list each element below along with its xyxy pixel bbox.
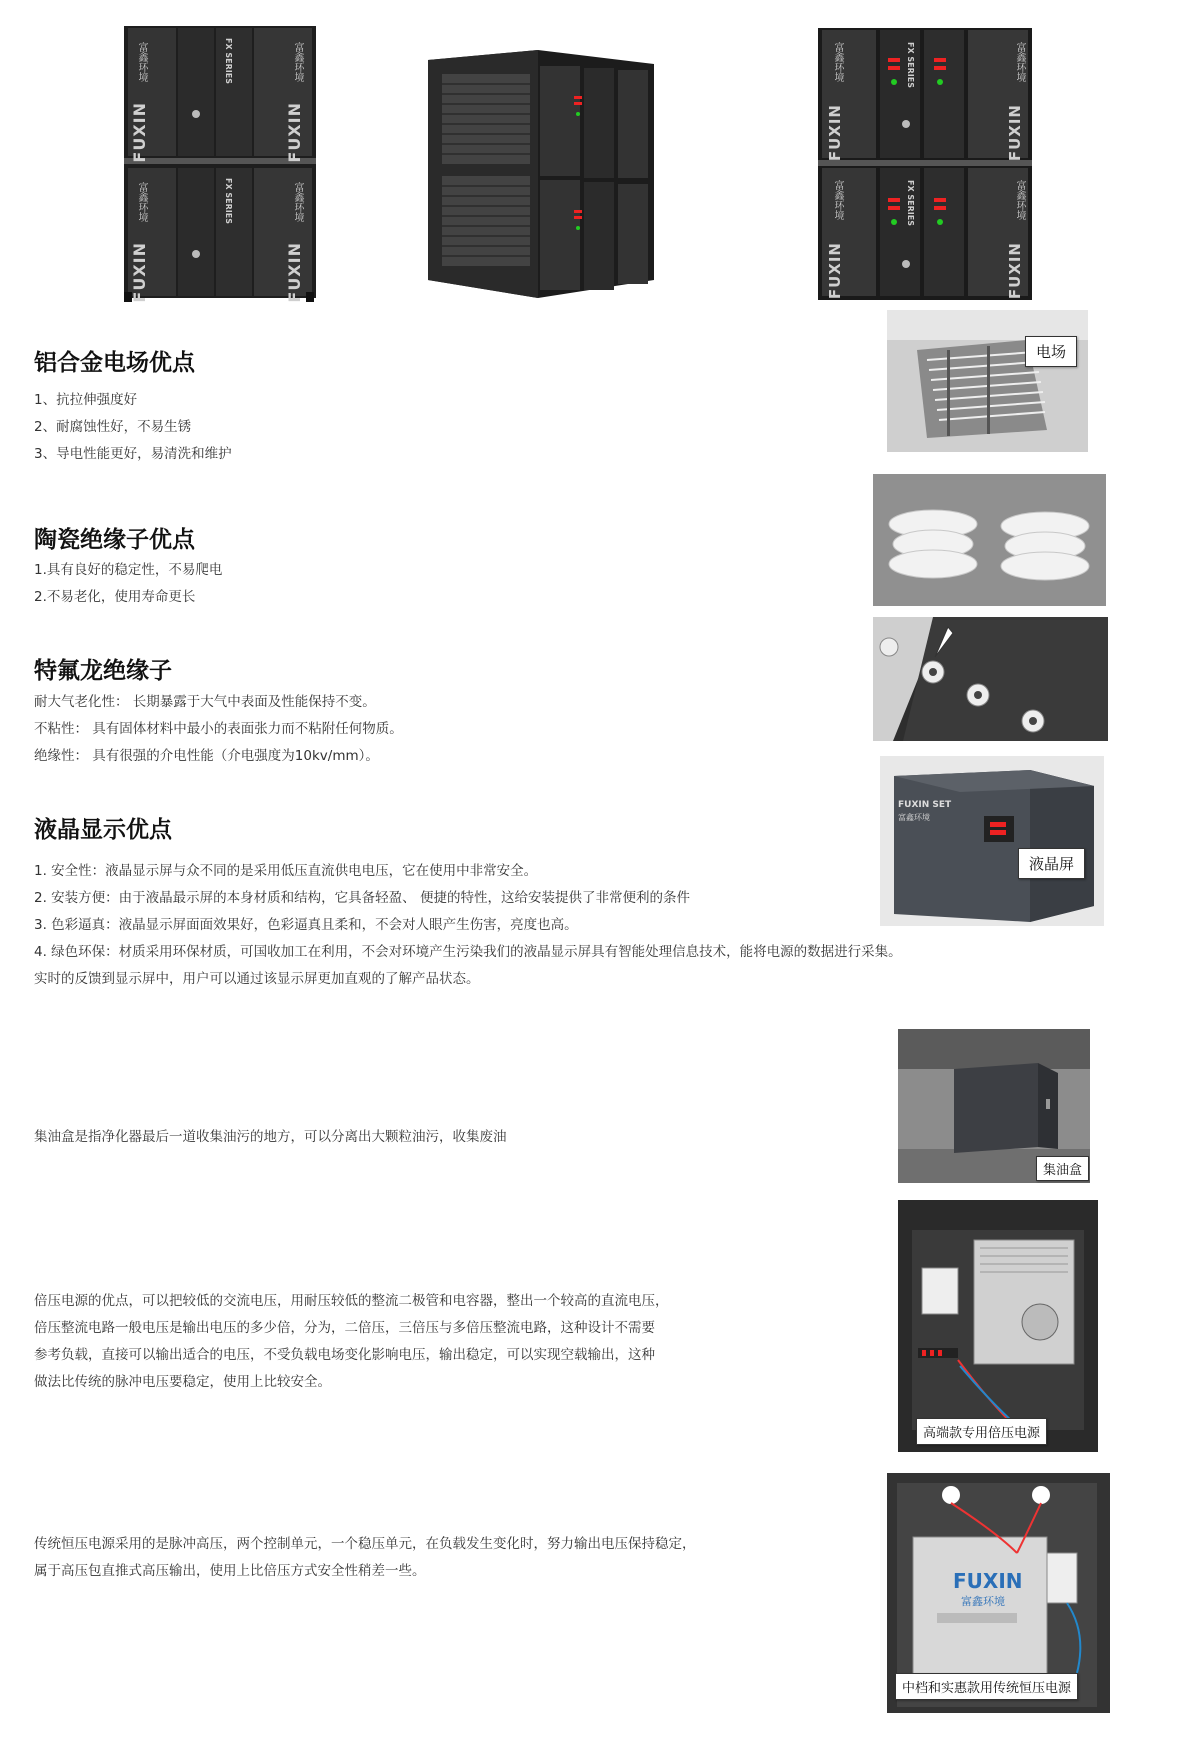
paragraph-line: 参考负载，直接可以输出适合的电压，不受负载电场变化影响电压，输出稳定，可以实现空载输出，这种	[34, 1347, 655, 1363]
list-item: 实时的反馈到显示屏中，用户可以通过该显示屏更加直观的了解产品状态。	[34, 971, 480, 987]
device-cn-text: 富鑫环境	[898, 813, 930, 822]
brand-logo-text: FUXIN	[826, 104, 844, 162]
list-item: 2.不易老化，使用寿命更长	[34, 589, 196, 605]
oilbox-photo	[898, 1029, 1090, 1183]
product-photo-front	[120, 22, 320, 304]
brand-logo-text: FUXIN	[285, 242, 304, 303]
brand-logo-text: FUXIN	[1006, 242, 1024, 300]
psu-cn-text: 富鑫环境	[961, 1595, 1005, 1608]
list-item: 3. 色彩逼真：液晶显示屏面面效果好，色彩逼真且柔和，不会对人眼产生伤害，亮度也高。	[34, 917, 578, 933]
ceramic-insulator-photo	[873, 474, 1106, 606]
product-photo-front-lit	[818, 28, 1032, 300]
device-logo-text: FUXIN SET	[898, 800, 952, 810]
callout-electric-field: 电场	[1025, 336, 1077, 367]
brand-cn-text: 富鑫环境	[1014, 42, 1025, 82]
teflon-list	[34, 689, 403, 770]
brand-cn-text: 富鑫环境	[136, 42, 147, 82]
electric-field-photo	[887, 310, 1088, 452]
callout-oilbox: 集油盒	[1036, 1156, 1089, 1181]
brand-logo-text: FUXIN	[285, 102, 304, 163]
list-item: 不粘性： 具有固体材料中最小的表面张力而不粘附任何物质。	[34, 721, 403, 737]
doubler-psu-photo	[898, 1200, 1098, 1452]
series-label: FX SERIES	[906, 180, 915, 227]
list-item: 2、耐腐蚀性好，不易生锈	[34, 419, 192, 435]
traditional-text	[34, 1531, 696, 1585]
section-title-teflon: 特氟龙绝缘子	[34, 658, 172, 684]
paragraph-line: 属于高压包直推式高压输出，使用上比倍压方式安全性稍差一些。	[34, 1563, 426, 1579]
paragraph-line: 倍压整流电路一般电压是输出电压的多少倍，分为，二倍压，三倍压与多倍压整流电路，这种设计不需要	[34, 1320, 655, 1336]
brand-logo-text: FUXIN	[826, 242, 844, 300]
lcd-device-photo	[880, 756, 1104, 926]
series-label: FX SERIES	[906, 42, 915, 89]
paragraph-line: 做法比传统的脉冲电压要稳定，使用上比较安全。	[34, 1374, 331, 1390]
brand-cn-text: 富鑫环境	[1014, 180, 1025, 220]
section-title-lcd: 液晶显示优点	[34, 817, 172, 843]
list-item: 3、导电性能更好，易清洗和维护	[34, 446, 232, 462]
list-item: 4. 绿色环保：材质采用环保材质，可国收加工在利用，不会对环境产生污染我们的液晶显示屏具有智能处理信息技术，能将电源的数据进行采集。	[34, 944, 902, 960]
paragraph-line: 倍压电源的优点，可以把较低的交流电压，用耐压较低的整流二极管和电容器，整出一个较高的直流电压，	[34, 1293, 669, 1309]
psu-logo-text: FUXIN	[953, 1569, 1023, 1593]
list-item: 1. 安全性：液晶显示屏与众不同的是采用低压直流供电电压，它在使用中非常安全。	[34, 863, 538, 879]
brand-logo-text: FUXIN	[130, 242, 149, 303]
series-label: FX SERIES	[224, 178, 233, 225]
section-title-ceramic: 陶瓷绝缘子优点	[34, 527, 195, 553]
brand-logo-text: FUXIN	[130, 102, 149, 163]
doubler-text	[34, 1288, 669, 1396]
aluminum-list	[34, 387, 232, 468]
list-item: 1.具有良好的稳定性，不易爬电	[34, 562, 223, 578]
product-photo-angle	[428, 50, 654, 300]
oilbox-text: 集油盒是指净化器最后一道收集油污的地方，可以分离出大颗粒油污，收集废油	[34, 1129, 507, 1145]
teflon-insulator-photo	[873, 617, 1108, 741]
brand-cn-text: 富鑫环境	[832, 42, 843, 82]
callout-lcd: 液晶屏	[1018, 848, 1085, 879]
brand-logo-text: FUXIN	[1006, 104, 1024, 162]
paragraph-line: 传统恒压电源采用的是脉冲高压，两个控制单元，一个稳压单元，在负载发生变化时，努力输出电压保持稳定，	[34, 1536, 696, 1552]
series-label: FX SERIES	[224, 38, 233, 85]
lcd-list	[34, 858, 902, 993]
brand-cn-text: 富鑫环境	[136, 182, 147, 222]
brand-cn-text: 富鑫环境	[292, 42, 303, 82]
traditional-psu-photo	[887, 1473, 1110, 1713]
section-title-aluminum: 铝合金电场优点	[34, 350, 195, 376]
brand-cn-text: 富鑫环境	[832, 180, 843, 220]
callout-traditional: 中档和实惠款用传统恒压电源	[895, 1673, 1078, 1700]
callout-doubler: 高端款专用倍压电源	[916, 1418, 1047, 1445]
list-item: 2. 安装方便：由于液晶最示屏的本身材质和结构，它具备轻盈、 便捷的特性，这给安装提供了非常便利的条件	[34, 890, 690, 906]
list-item: 绝缘性： 具有很强的介电性能（介电强度为10kv/mm）。	[34, 748, 379, 764]
list-item: 1、抗拉伸强度好	[34, 392, 138, 408]
list-item: 耐大气老化性： 长期暴露于大气中表面及性能保持不变。	[34, 694, 376, 710]
brand-cn-text: 富鑫环境	[292, 182, 303, 222]
ceramic-list	[34, 557, 222, 611]
